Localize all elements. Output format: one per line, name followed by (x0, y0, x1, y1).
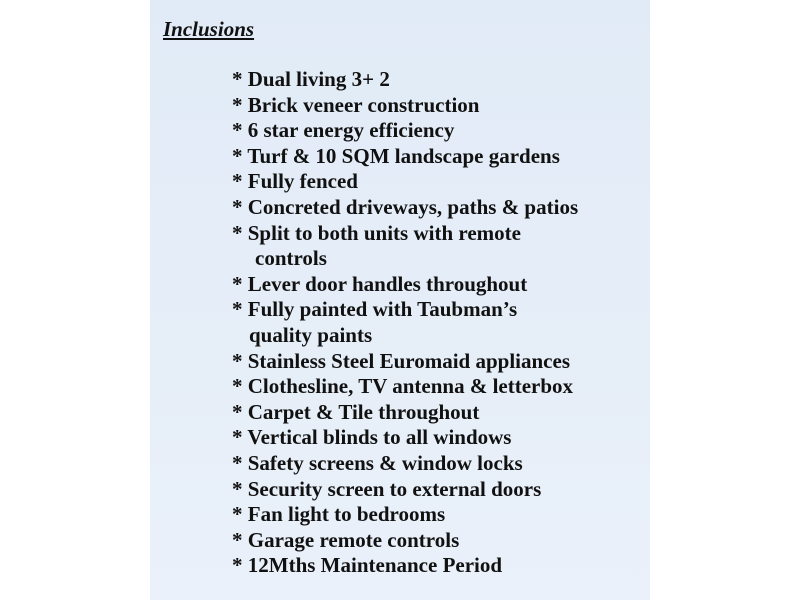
list-item (232, 221, 578, 272)
list-item (232, 195, 578, 221)
list-item-text: * Lever door handles throughout (232, 271, 528, 296)
inclusions-heading: Inclusions (163, 17, 255, 41)
list-item-text: * Stainless Steel Euromaid appliances (232, 348, 570, 373)
list-item (232, 502, 578, 528)
list-item (232, 451, 578, 477)
list-item-text: * Fully painted with Taubman’s (232, 297, 518, 322)
list-item-text: * Dual living 3+ 2 (232, 67, 390, 91)
list-item-text: * Vertical blinds to all windows (232, 425, 512, 450)
list-item-text: * Concreted driveways, paths & patios (232, 194, 579, 219)
list-item-text: * Brick veneer construction (232, 92, 480, 117)
list-item-text: * Garage remote controls (232, 527, 460, 552)
list-item (232, 118, 578, 144)
list-item (232, 349, 578, 375)
list-item (232, 477, 578, 503)
list-item-text: * Fully fenced (232, 169, 358, 194)
list-item-text: * Fan light to bedrooms (232, 502, 446, 527)
list-item (232, 67, 578, 93)
list-item (232, 374, 578, 400)
list-item-continuation: controls (255, 246, 327, 271)
list-item (232, 553, 578, 579)
list-item (232, 400, 578, 426)
list-item-text: * Safety screens & window locks (232, 450, 523, 475)
list-item-continuation: quality paints (249, 322, 373, 347)
list-item (232, 297, 578, 348)
list-item (232, 93, 578, 119)
list-item (232, 528, 578, 554)
list-item-text: * Security screen to external doors (232, 476, 542, 501)
list-item-text: * 12Mths Maintenance Period (232, 553, 503, 578)
list-item (232, 425, 578, 451)
list-item-text: * Carpet & Tile throughout (232, 399, 480, 424)
list-item-text: * Turf & 10 SQM landscape gardens (232, 143, 560, 168)
list-item (232, 144, 578, 170)
list-item (232, 169, 578, 195)
list-item-text: * 6 star energy efficiency (232, 118, 455, 143)
list-item (232, 272, 578, 298)
list-item-text: * Split to both units with remote (232, 220, 521, 245)
inclusions-list (232, 67, 578, 579)
inclusions-panel (150, 0, 650, 600)
list-item-text: * Clothesline, TV antenna & letterbox (232, 374, 574, 399)
